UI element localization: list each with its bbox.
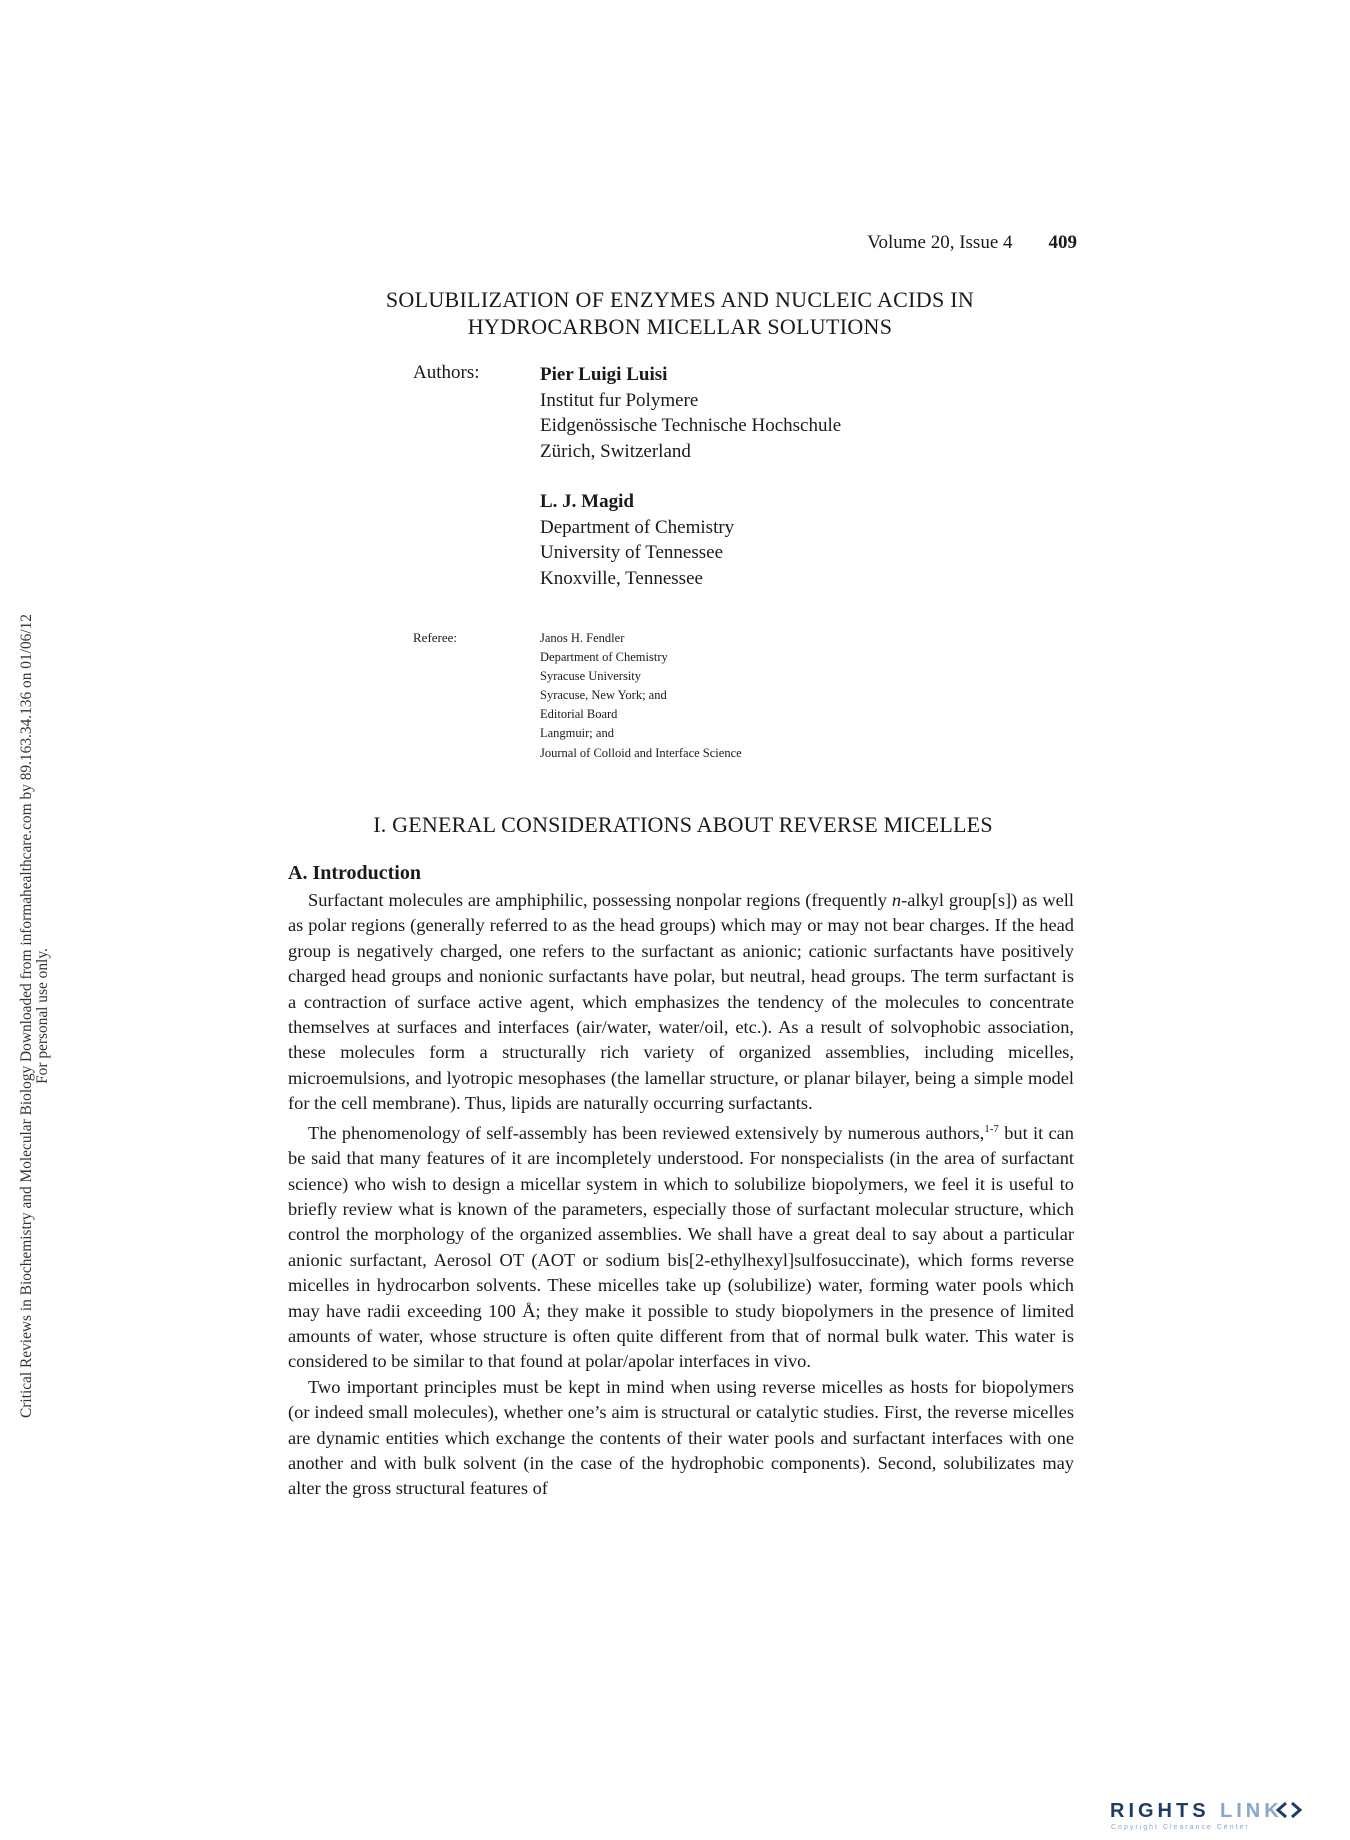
author-affiliation-line: Knoxville, Tennessee [540,567,703,589]
page-number: 409 [1048,232,1077,253]
referee-line: Syracuse, New York; and [540,688,667,703]
title-line-1: SOLUBILIZATION OF ENZYMES AND NUCLEIC ACIDS IN [385,287,975,312]
paragraph-text: -alkyl group[s]) as well as polar regions (generally referred to as the head groups) which may or may not bear charges. If the head group is negatively charged, one refers to the surfactant as anionic; cationic surfactants have positively charged head groups and nonionic surfactants have polar, but neutral, head groups. The term surfactant is a contraction of surface active agent, which emphasizes the tendency of the molecules to concentrate themselves at surfaces and interfaces (air/water, water/oil, etc.). As a result of solvophobic association, these molecules form a structurally rich variety of organized assemblies, including micelles, microemulsions, and lyotropic mesophases (the lamellar structure, or planar bilayer, being a simple model for the cell membrane). Thus, lipids are naturally occurring surfactants. [288,890,1074,1114]
download-notice-line: Critical Reviews in Biochemistry and Molecular Biology Downloaded from informahealthcare.com by 89.163.34.136 on 01/06/12 [18,614,35,1418]
author-block [540,489,734,591]
author-name: Pier Luigi Luisi [540,364,668,385]
author-name: L. J. Magid [540,491,634,512]
paragraph [288,1117,1074,1375]
author-affiliation-line: Institut fur Polymere [540,389,699,411]
download-notice-line: For personal use only. [34,948,51,1084]
section-heading: I. GENERAL CONSIDERATIONS ABOUT REVERSE MICELLES [373,812,993,837]
referee-line: Department of Chemistry [540,650,668,665]
authors-label: Authors: [413,362,480,383]
article-title [300,286,1060,340]
italic-n: n [891,890,902,910]
rightslink-tagline: Copyright Clearance Center [1111,1824,1250,1831]
subsection-heading: A. Introduction [288,862,421,884]
referee-line: Editorial Board [540,707,618,722]
referee-label: Referee: [413,630,458,645]
paragraph: Two important principles must be kept in mind when using reverse micelles as hosts for biopolymers (or indeed small molecules), whether one’s aim is structural or catalytic studies. First, the reverse micelles are dynamic entities which exchange the contents of their water pools and surfactant interfaces with one another and with bulk solvent (in the case of the hydrophobic components). Second, solubilizates may alter the gross structural features of [288,1376,1074,1499]
referee-line: Syracuse University [540,669,642,684]
paragraph-text: but it can be said that many features of it are incompletely understood. For nonspecialists (in the area of surfactant science) who wish to design a micellar system in which to solubilize biopolymers, we feel it is useful to briefly review what is known of the parameters, especially those of surfactant molecular structure, which control the morphology of the organized assemblies. We shall have a great deal to say about a particular anionic surfactant, Aerosol OT (AOT or sodium bis[2-ethylhexyl]sulfosuccinate), which forms reverse micelles in hydrocarbon solvents. These micelles take up (solubilize) water, forming water pools which may have radii exceeding 100 Å; they make it possible to study biopolymers in the presence of limited amounts of water, whose structure is often quite different from that of normal bulk water. This water is considered to be similar to that found at polar/apolar interfaces in vivo. [288,1122,1074,1372]
paragraph-text: Surfactant molecules are amphiphilic, possessing nonpolar regions (frequently [308,890,892,910]
citation-superscript: 1-7 [984,1122,999,1135]
title-line-2: HYDROCARBON MICELLAR SOLUTIONS [467,314,893,339]
author-block [540,362,841,464]
referee-line: Journal of Colloid and Interface Science [540,745,742,760]
author-affiliation-line: Department of Chemistry [540,516,735,538]
body-text [288,888,1074,1502]
referee-line: Langmuir; and [540,726,614,741]
running-head [867,232,1077,254]
rightslink-word-rights: RIGHTS [1110,1800,1210,1822]
author-affiliation-line: University of Tennessee [540,542,723,563]
author-affiliation-line: Zürich, Switzerland [540,440,691,462]
referee-line: Janos H. Fendler [540,631,625,645]
referee-block [540,629,742,763]
paragraph [288,888,1074,1117]
rightslink-logo-graphic [1110,1795,1320,1835]
chevron-right-icon [1292,1803,1300,1817]
author-affiliation-line: Eidgenössische Technische Hochschule [540,415,842,436]
volume-issue: Volume 20, Issue 4 [867,232,1013,253]
rightslink-word-link: LINK [1220,1800,1283,1822]
rightslink-logo [1110,1795,1320,1840]
paragraph-text: The phenomenology of self-assembly has been reviewed extensively by numerous authors, [308,1122,985,1143]
